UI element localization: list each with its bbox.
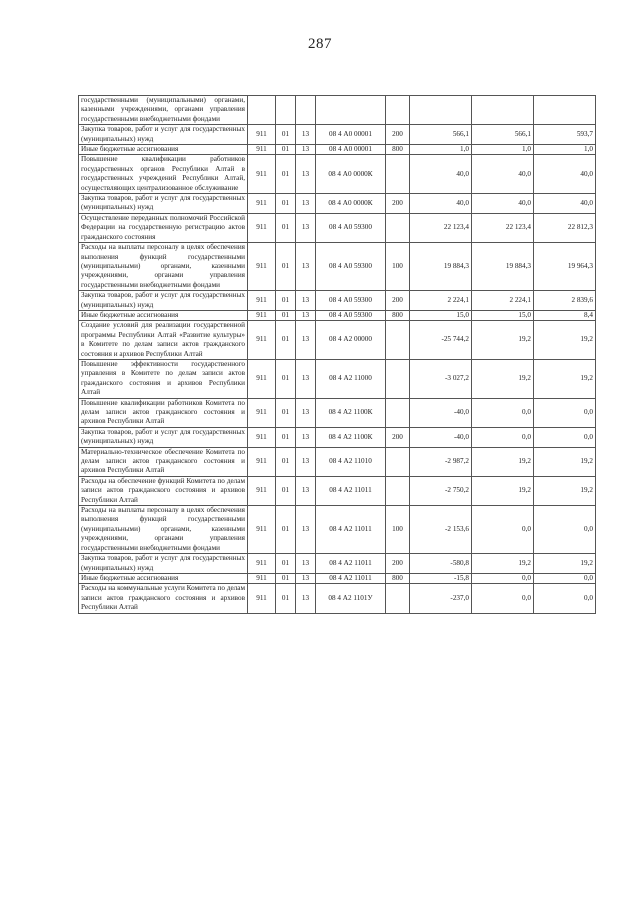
sum-year3-cell: 40,0 <box>534 155 596 194</box>
sum-year3-cell: 19,2 <box>534 359 596 398</box>
glava-cell: 911 <box>248 243 276 291</box>
pr-cell: 13 <box>296 427 316 447</box>
sum-year1-cell: 22 123,4 <box>410 213 472 242</box>
row-name-cell: Повышение квалификации работников государственных органов Республики Алтай в государственных учреждений Республики Алтай, осуществляющих централизованное обслуживание <box>79 155 248 194</box>
sum-year3-cell: 0,0 <box>534 398 596 427</box>
sum-year3-cell: 19,2 <box>534 476 596 505</box>
csr-cell: 08 4 А2 1100К <box>316 398 386 427</box>
csr-cell: 08 4 А2 11011 <box>316 506 386 554</box>
sum-year1-cell: 566,1 <box>410 125 472 145</box>
rz-cell: 01 <box>276 310 296 320</box>
sum-year2-cell: 0,0 <box>472 506 534 554</box>
sum-year2-cell: 40,0 <box>472 155 534 194</box>
sum-year3-cell: 0,0 <box>534 506 596 554</box>
pr-cell: 13 <box>296 573 316 583</box>
sum-year1-cell: -25 744,2 <box>410 321 472 360</box>
glava-cell: 911 <box>248 359 276 398</box>
glava-cell: 911 <box>248 476 276 505</box>
sum-year1-cell: -237,0 <box>410 584 472 613</box>
vr-cell: 100 <box>386 243 410 291</box>
csr-cell: 08 4 А2 1101У <box>316 584 386 613</box>
row-name-cell: Осуществление переданных полномочий Российской Федерации на государственную регистрацию актов гражданского состояния <box>79 213 248 242</box>
sum-year3-cell: 2 839,6 <box>534 291 596 311</box>
pr-cell: 13 <box>296 447 316 476</box>
rz-cell: 01 <box>276 125 296 145</box>
table-row <box>79 194 596 214</box>
sum-year1-cell: -40,0 <box>410 427 472 447</box>
row-name-cell: Материально-техническое обеспечение Комитета по делам записи актов гражданского состояния и архивов Республики Алтай <box>79 447 248 476</box>
csr-cell: 08 4 А2 1100К <box>316 427 386 447</box>
sum-year2-cell: 19 884,3 <box>472 243 534 291</box>
glava-cell <box>248 96 276 125</box>
csr-cell: 08 4 А0 59300 <box>316 310 386 320</box>
csr-cell: 08 4 А2 11011 <box>316 476 386 505</box>
table-row <box>79 476 596 505</box>
pr-cell: 13 <box>296 506 316 554</box>
sum-year3-cell <box>534 96 596 125</box>
pr-cell: 13 <box>296 398 316 427</box>
rz-cell: 01 <box>276 554 296 574</box>
budget-table <box>78 95 596 614</box>
sum-year2-cell: 566,1 <box>472 125 534 145</box>
sum-year1-cell <box>410 96 472 125</box>
row-name-cell: государственными (муниципальными) органами, казенными учреждениями, органами управления государственными внебюджетными фондами <box>79 96 248 125</box>
sum-year2-cell: 0,0 <box>472 584 534 613</box>
rz-cell: 01 <box>276 398 296 427</box>
rz-cell: 01 <box>276 476 296 505</box>
glava-cell: 911 <box>248 194 276 214</box>
table-row <box>79 584 596 613</box>
vr-cell <box>386 476 410 505</box>
table-row <box>79 145 596 155</box>
sum-year2-cell: 15,0 <box>472 310 534 320</box>
pr-cell: 13 <box>296 145 316 155</box>
glava-cell: 911 <box>248 291 276 311</box>
pr-cell: 13 <box>296 359 316 398</box>
vr-cell <box>386 155 410 194</box>
rz-cell: 01 <box>276 243 296 291</box>
vr-cell: 200 <box>386 427 410 447</box>
vr-cell: 200 <box>386 291 410 311</box>
sum-year3-cell: 0,0 <box>534 427 596 447</box>
csr-cell: 08 4 А0 0000К <box>316 194 386 214</box>
vr-cell: 100 <box>386 506 410 554</box>
vr-cell: 200 <box>386 554 410 574</box>
glava-cell: 911 <box>248 125 276 145</box>
glava-cell: 911 <box>248 573 276 583</box>
row-name-cell: Повышение эффективности государственного управления в Комитете по делам записи актов гражданского состояния и архивов Республики Алтай <box>79 359 248 398</box>
sum-year3-cell: 19,2 <box>534 447 596 476</box>
sum-year3-cell: 0,0 <box>534 573 596 583</box>
glava-cell: 911 <box>248 310 276 320</box>
csr-cell: 08 4 А2 11000 <box>316 359 386 398</box>
csr-cell: 08 4 А0 00001 <box>316 125 386 145</box>
pr-cell: 13 <box>296 310 316 320</box>
sum-year1-cell: -580,8 <box>410 554 472 574</box>
pr-cell: 13 <box>296 584 316 613</box>
vr-cell: 200 <box>386 194 410 214</box>
vr-cell <box>386 96 410 125</box>
glava-cell: 911 <box>248 321 276 360</box>
sum-year1-cell: -2 153,6 <box>410 506 472 554</box>
pr-cell: 13 <box>296 554 316 574</box>
table-row <box>79 291 596 311</box>
csr-cell: 08 4 А0 59300 <box>316 291 386 311</box>
rz-cell: 01 <box>276 427 296 447</box>
sum-year1-cell: 40,0 <box>410 155 472 194</box>
table-row <box>79 213 596 242</box>
table-row <box>79 398 596 427</box>
sum-year3-cell: 0,0 <box>534 584 596 613</box>
row-name-cell: Создание условий для реализации государственной программы Республики Алтай «Развитие культуры» в Комитете по делам записи актов гражданского состояния и архивов Республики Алтай <box>79 321 248 360</box>
sum-year1-cell: 40,0 <box>410 194 472 214</box>
vr-cell <box>386 447 410 476</box>
row-name-cell: Закупка товаров, работ и услуг для государственных (муниципальных) нужд <box>79 554 248 574</box>
row-name-cell: Иные бюджетные ассигнования <box>79 573 248 583</box>
sum-year2-cell: 19,2 <box>472 554 534 574</box>
sum-year2-cell: 2 224,1 <box>472 291 534 311</box>
pr-cell: 13 <box>296 213 316 242</box>
sum-year3-cell: 593,7 <box>534 125 596 145</box>
glava-cell: 911 <box>248 213 276 242</box>
table-row <box>79 243 596 291</box>
sum-year2-cell: 1,0 <box>472 145 534 155</box>
rz-cell: 01 <box>276 291 296 311</box>
sum-year2-cell: 19,2 <box>472 359 534 398</box>
sum-year1-cell: -2 987,2 <box>410 447 472 476</box>
row-name-cell: Повышение квалификации работников Комитета по делам записи актов гражданского состояния и архивов Республики Алтай <box>79 398 248 427</box>
page-number: 287 <box>308 36 332 52</box>
table-row <box>79 554 596 574</box>
sum-year3-cell: 19 964,3 <box>534 243 596 291</box>
sum-year1-cell: 19 884,3 <box>410 243 472 291</box>
sum-year3-cell: 22 812,3 <box>534 213 596 242</box>
csr-cell: 08 4 А2 11011 <box>316 573 386 583</box>
csr-cell <box>316 96 386 125</box>
sum-year2-cell: 0,0 <box>472 427 534 447</box>
pr-cell: 13 <box>296 243 316 291</box>
row-name-cell: Закупка товаров, работ и услуг для государственных (муниципальных) нужд <box>79 427 248 447</box>
table-body <box>79 96 596 614</box>
glava-cell: 911 <box>248 145 276 155</box>
row-name-cell: Расходы на выплаты персоналу в целях обеспечения выполнения функций государственными (муниципальными) органами, казенными учреждениями, органами управления государственными внебюджетными фондами <box>79 243 248 291</box>
csr-cell: 08 4 А0 0000К <box>316 155 386 194</box>
csr-cell: 08 4 А0 00001 <box>316 145 386 155</box>
pr-cell: 13 <box>296 321 316 360</box>
glava-cell: 911 <box>248 584 276 613</box>
table-row <box>79 427 596 447</box>
table-row <box>79 447 596 476</box>
glava-cell: 911 <box>248 398 276 427</box>
table-row <box>79 506 596 554</box>
row-name-cell: Иные бюджетные ассигнования <box>79 145 248 155</box>
vr-cell <box>386 213 410 242</box>
sum-year3-cell: 40,0 <box>534 194 596 214</box>
sum-year2-cell: 19,2 <box>472 447 534 476</box>
vr-cell: 200 <box>386 125 410 145</box>
sum-year1-cell: -15,8 <box>410 573 472 583</box>
csr-cell: 08 4 А2 11011 <box>316 554 386 574</box>
rz-cell: 01 <box>276 321 296 360</box>
table-row <box>79 125 596 145</box>
row-name-cell: Закупка товаров, работ и услуг для государственных (муниципальных) нужд <box>79 125 248 145</box>
row-name-cell: Закупка товаров, работ и услуг для государственных (муниципальных) нужд <box>79 291 248 311</box>
sum-year2-cell: 0,0 <box>472 398 534 427</box>
table-row <box>79 321 596 360</box>
sum-year1-cell: -40,0 <box>410 398 472 427</box>
sum-year2-cell: 19,2 <box>472 476 534 505</box>
table-row <box>79 155 596 194</box>
sum-year3-cell: 19,2 <box>534 321 596 360</box>
sum-year3-cell: 19,2 <box>534 554 596 574</box>
pr-cell: 13 <box>296 476 316 505</box>
sum-year2-cell: 19,2 <box>472 321 534 360</box>
sum-year3-cell: 1,0 <box>534 145 596 155</box>
glava-cell: 911 <box>248 427 276 447</box>
vr-cell <box>386 359 410 398</box>
table-row <box>79 573 596 583</box>
csr-cell: 08 4 А0 59300 <box>316 243 386 291</box>
vr-cell: 800 <box>386 573 410 583</box>
rz-cell: 01 <box>276 573 296 583</box>
row-name-cell: Иные бюджетные ассигнования <box>79 310 248 320</box>
csr-cell: 08 4 А2 00000 <box>316 321 386 360</box>
sum-year1-cell: -3 027,2 <box>410 359 472 398</box>
sum-year1-cell: 1,0 <box>410 145 472 155</box>
pr-cell: 13 <box>296 125 316 145</box>
table-row <box>79 310 596 320</box>
vr-cell: 800 <box>386 145 410 155</box>
csr-cell: 08 4 А2 11010 <box>316 447 386 476</box>
rz-cell: 01 <box>276 447 296 476</box>
sum-year2-cell: 22 123,4 <box>472 213 534 242</box>
sum-year2-cell <box>472 96 534 125</box>
sum-year2-cell: 0,0 <box>472 573 534 583</box>
vr-cell <box>386 398 410 427</box>
vr-cell: 800 <box>386 310 410 320</box>
rz-cell: 01 <box>276 155 296 194</box>
rz-cell: 01 <box>276 145 296 155</box>
pr-cell <box>296 96 316 125</box>
row-name-cell: Расходы на выплаты персоналу в целях обеспечения выполнения функций государственными (муниципальными) органами, казенными учреждениями, органами управления государственными внебюджетными фондами <box>79 506 248 554</box>
row-name-cell: Расходы на коммунальные услуги Комитета по делам записи актов гражданского состояния и архивов Республики Алтай <box>79 584 248 613</box>
row-name-cell: Закупка товаров, работ и услуг для государственных (муниципальных) нужд <box>79 194 248 214</box>
rz-cell <box>276 96 296 125</box>
rz-cell: 01 <box>276 194 296 214</box>
sum-year1-cell: 2 224,1 <box>410 291 472 311</box>
sum-year1-cell: 15,0 <box>410 310 472 320</box>
glava-cell: 911 <box>248 447 276 476</box>
glava-cell: 911 <box>248 155 276 194</box>
rz-cell: 01 <box>276 506 296 554</box>
sum-year2-cell: 40,0 <box>472 194 534 214</box>
table-row <box>79 96 596 125</box>
glava-cell: 911 <box>248 506 276 554</box>
row-name-cell: Расходы на обеспечение функций Комитета по делам записи актов гражданского состояния и архивов Республики Алтай <box>79 476 248 505</box>
glava-cell: 911 <box>248 554 276 574</box>
table-row <box>79 359 596 398</box>
sum-year1-cell: -2 750,2 <box>410 476 472 505</box>
sum-year3-cell: 8,4 <box>534 310 596 320</box>
rz-cell: 01 <box>276 359 296 398</box>
pr-cell: 13 <box>296 194 316 214</box>
vr-cell <box>386 584 410 613</box>
pr-cell: 13 <box>296 155 316 194</box>
rz-cell: 01 <box>276 584 296 613</box>
rz-cell: 01 <box>276 213 296 242</box>
pr-cell: 13 <box>296 291 316 311</box>
vr-cell <box>386 321 410 360</box>
csr-cell: 08 4 А0 59300 <box>316 213 386 242</box>
